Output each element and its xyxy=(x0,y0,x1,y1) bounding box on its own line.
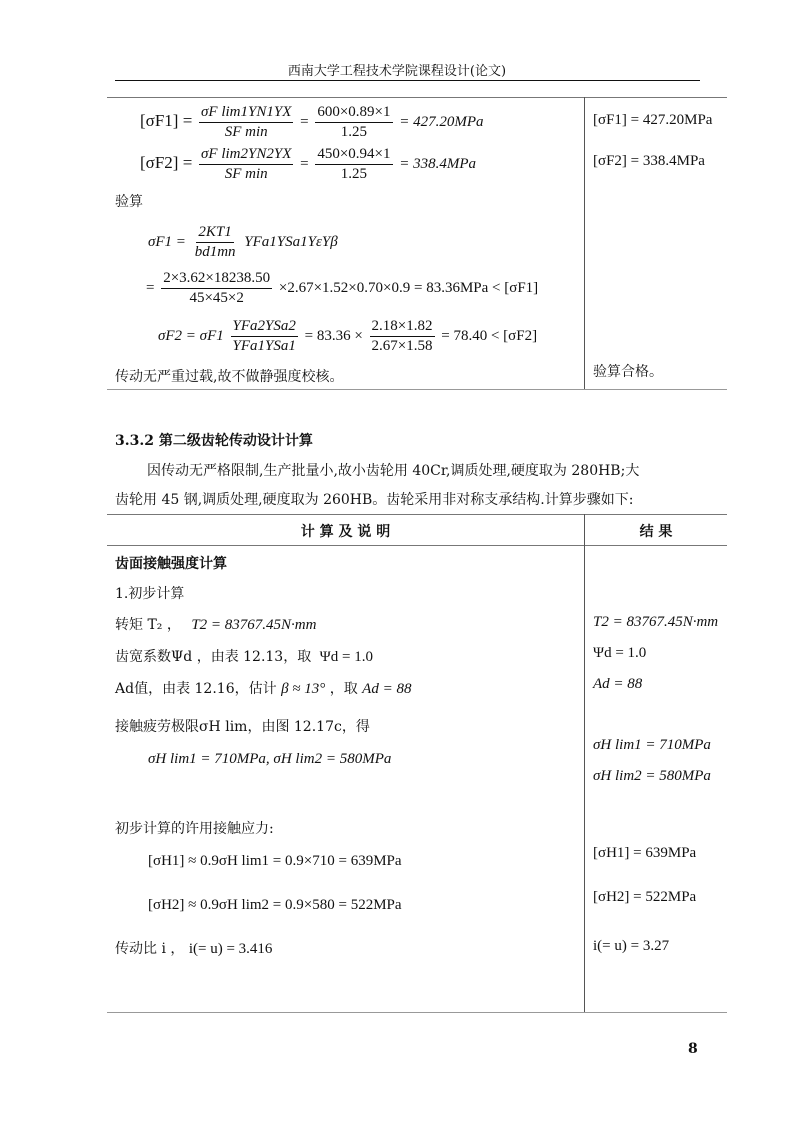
ratio-row: 传动比 i ， i(= u) = 3.416 xyxy=(115,941,273,957)
formula-sigma-f1-allow: [σF1] = $\frac{\text{σF lim1YN1YX}}{\text{SF min}}$ = $\frac{600\times 0.89\times 1}{1.25}$ = 427.20MPa xyxy=(140,104,484,140)
top-table-divider xyxy=(584,97,585,389)
result-sigma-h2: [σH2] = 522MPa xyxy=(593,889,697,905)
section-title: 3.3.2 第二级齿轮传动设计计算 xyxy=(115,433,313,449)
table2-top-border xyxy=(107,514,727,515)
step-initial-calc: 1.初步计算 xyxy=(115,586,185,602)
table2-divider xyxy=(584,514,585,1012)
result-width: Ψd = 1.0 xyxy=(593,645,647,661)
result-ratio: i(= u) = 3.27 xyxy=(593,938,670,954)
formula-sigma-h1: [σH1] ≈ 0.9σH lim1 = 0.9×710 = 639MPa xyxy=(148,853,402,869)
fatigue-label: 接触疲劳极限σH lim，由图 12.17c，得 xyxy=(115,719,370,735)
result-ad: Ad = 88 xyxy=(593,676,643,692)
section-paragraph-line1: 因传动无严格限制,生产批量小,故小齿轮用 40Cr,调质处理,硬度取为 280HB;大 xyxy=(147,463,640,479)
top-table-bottom xyxy=(107,389,727,390)
page-header: 西南大学工程技术学院课程设计(论文) xyxy=(287,64,507,79)
section-paragraph-line2: 齿轮用 45 钢,调质处理,硬度取为 260HB。齿轮采用非对称支承结构.计算步骤如下: xyxy=(115,492,634,508)
table2-header-result: 结 果 xyxy=(639,524,673,540)
result-sigma-f1: [σF1] = 427.20MPa xyxy=(593,112,713,128)
table2-subheading: 齿面接触强度计算 xyxy=(115,556,227,572)
result-sigma-h1: [σH1] = 639MPa xyxy=(593,845,697,861)
header-rule xyxy=(115,80,700,81)
torque-row: 转矩 T₂ ， T2 = 83767.45N·mm xyxy=(115,617,317,633)
ad-row: Ad值，由表 12.16，估计 β ≈ 13° ，取 Ad = 88 xyxy=(115,681,412,697)
formula-sigma-f2: σF2 = σF1 $\frac{\text{YFa2YSa2}}{\text{YFa1YSa1}}$ = 83.36 × $\frac{2.18\times 1.82}{2.67\times 1.58}$ = 78.40 < [σF2] xyxy=(158,318,538,354)
width-row: 齿宽系数Ψd ，由表 12.13，取 Ψd = 1.0 xyxy=(115,649,373,665)
result-check-ok: 验算合格。 xyxy=(593,364,663,380)
formula-sigma-h2: [σH2] ≈ 0.9σH lim2 = 0.9×580 = 522MPa xyxy=(148,897,402,913)
page-number: 8 xyxy=(688,1041,698,1057)
table2-header-border xyxy=(107,545,727,546)
result-hlim1: σH lim1 = 710MPa xyxy=(593,737,711,753)
formula-sigma-f1-value: = $\frac{2\times 3.62\times 18238.50}{45\times 45\times 2}$ ×2.67×1.52×0.70×0.9 = 83.36MPa < [σF1] xyxy=(146,270,539,306)
result-hlim2: σH lim2 = 580MPa xyxy=(593,768,711,784)
top-table-border xyxy=(107,97,727,98)
table2-bottom-border xyxy=(107,1012,727,1013)
formula-sigma-f2-allow: [σF2] = $\frac{\text{σF lim2YN2YX}}{\text{SF min}}$ = $\frac{450\times 0.94\times 1}{1.25}$ = 338.4MPa xyxy=(140,146,477,182)
formula-sigma-f1: σF1 = $\frac{2KT1}{bd1mn}$ YFa1YSa1YεYβ xyxy=(148,224,338,260)
fatigue-formula: σH lim1 = 710MPa, σH lim2 = 580MPa xyxy=(148,751,392,767)
table2-header-calc: 计 算 及 说 明 xyxy=(300,524,391,540)
check-heading: 验算 xyxy=(115,194,143,210)
result-sigma-f2: [σF2] = 338.4MPa xyxy=(593,153,705,169)
allow-label: 初步计算的许用接触应力: xyxy=(115,821,274,837)
result-torque: T2 = 83767.45N·mm xyxy=(593,614,719,630)
no-overload-note: 传动无严重过载,故不做静强度校核。 xyxy=(115,369,344,385)
